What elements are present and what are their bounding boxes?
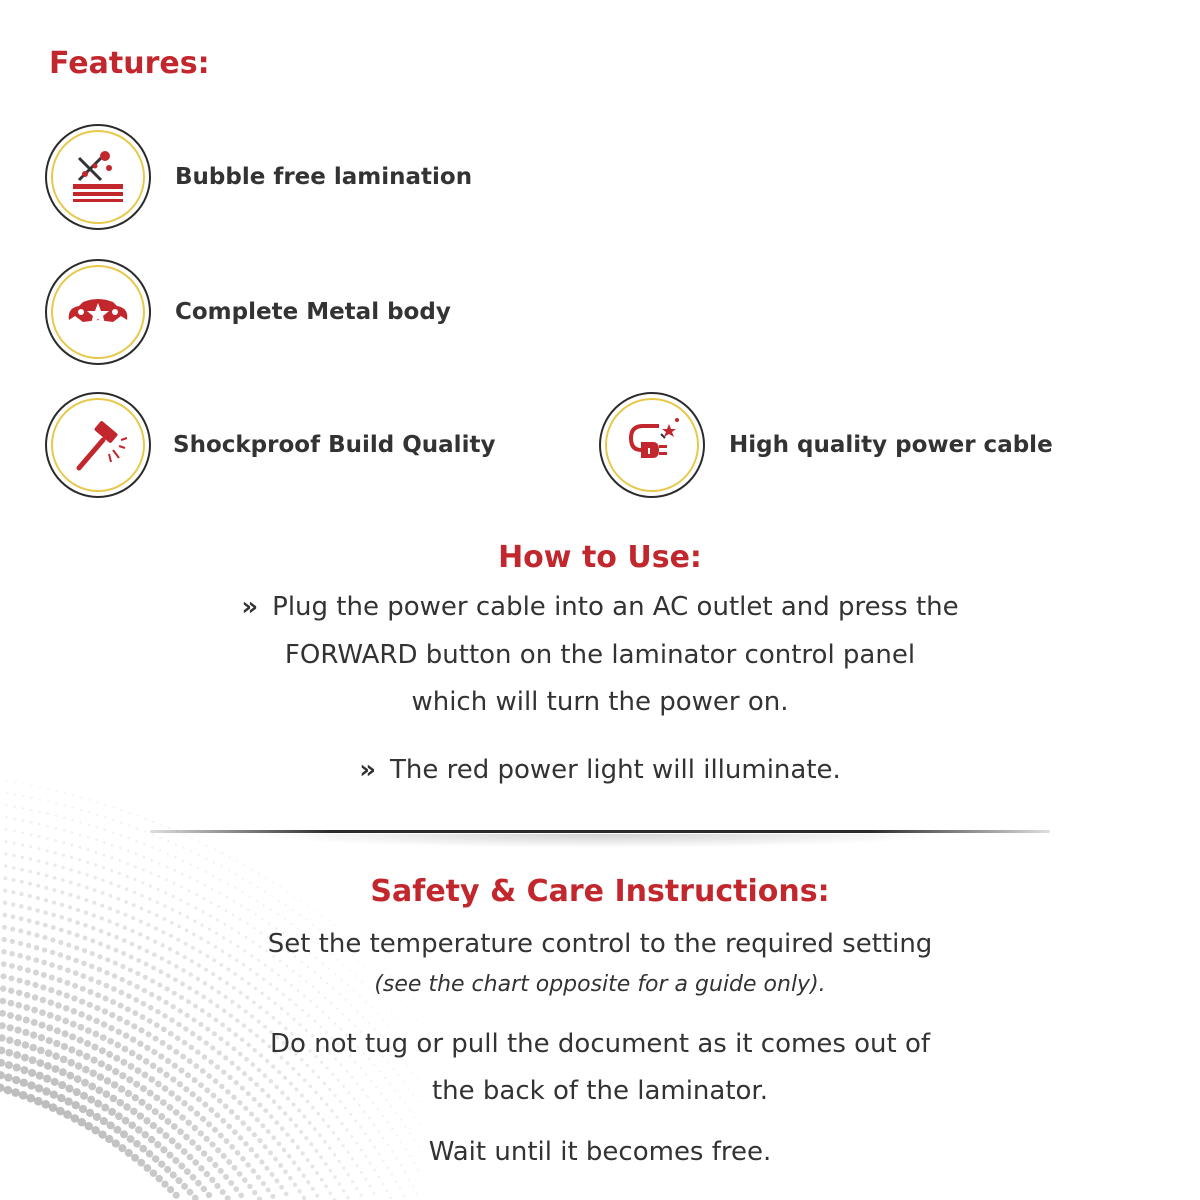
feature-badge [45, 392, 151, 498]
hammer-icon [65, 412, 131, 478]
feature-power-cable [599, 392, 1053, 498]
how-to-step-1-line-2: FORWARD button on the laminator control panel [284, 640, 916, 670]
bullet-glyph: » [241, 592, 259, 622]
divider-shadow [250, 834, 950, 848]
power-cable-icon [619, 412, 685, 478]
feature-shockproof [45, 392, 495, 498]
feature-metal-body [45, 259, 451, 365]
feature-badge [599, 392, 705, 498]
bullet-glyph: » [359, 755, 376, 785]
safety-line-1: Set the temperature control to the required setting [267, 929, 933, 959]
feature-label: High quality power cable [729, 432, 1053, 458]
feature-label: Bubble free lamination [175, 164, 473, 190]
feature-label: Shockproof Build Quality [173, 432, 496, 458]
feature-badge [45, 259, 151, 365]
how-to-step-2 [0, 755, 1200, 785]
feature-badge [45, 124, 151, 230]
how-to-use-heading: How to Use: [498, 540, 702, 575]
safety-line-1-note: (see the chart opposite for a guide only). [374, 972, 826, 997]
feature-label: Complete Metal body [175, 299, 451, 325]
section-divider [150, 830, 1050, 833]
bubble-free-icon [65, 144, 131, 210]
safety-heading: Safety & Care Instructions: [370, 874, 830, 909]
safety-line-2b: the back of the laminator. [431, 1076, 769, 1106]
metal-body-icon [63, 292, 133, 332]
how-to-step-1-line-3: which will turn the power on. [411, 687, 789, 717]
step-1-line-1-text: Plug the power cable into an AC outlet and press the [272, 592, 959, 622]
safety-line-3: Wait until it becomes free. [428, 1137, 772, 1167]
feature-bubble-free [45, 124, 472, 230]
features-heading: Features: [49, 46, 210, 81]
safety-line-2a: Do not tug or pull the document as it comes out of [269, 1029, 931, 1059]
how-to-step-1-line-1 [0, 592, 1200, 622]
step-2-text: The red power light will illuminate. [390, 755, 841, 785]
